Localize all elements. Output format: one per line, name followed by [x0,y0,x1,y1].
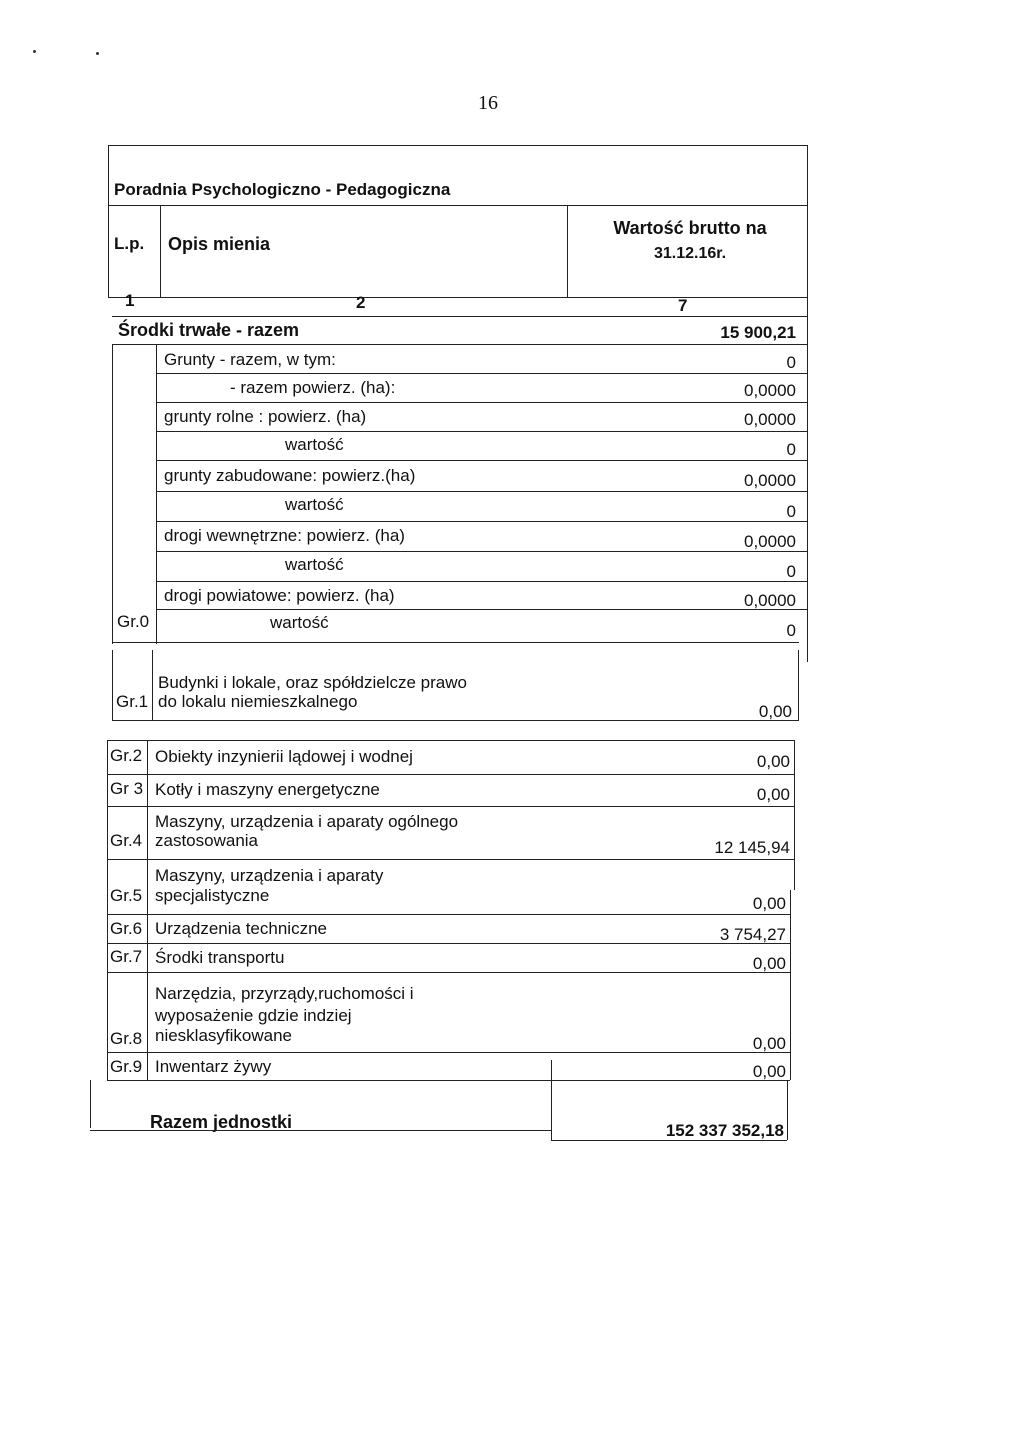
group-9-value: 0,00 [752,1062,786,1081]
col-number-2: 2 [356,293,366,312]
group-0-code: Gr.0 [117,612,150,631]
fixed-assets-value: 15 900,21 [720,323,796,342]
group-3-value: 0,00 [756,785,790,804]
internal-roads-area-value: 0,0000 [744,532,796,551]
group-1-code: Gr.1 [116,692,149,711]
farmland-value: 0 [786,440,796,459]
group-8-desc-line3: niesklasyfikowane [155,1026,293,1045]
group-4-code: Gr.4 [110,831,143,850]
group-1-value: 0,00 [758,702,792,721]
group-8-desc-line1: Narzędzia, przyrządy,ruchomości i [155,984,414,1003]
scan-speck [33,50,36,53]
group-8-code: Gr.8 [110,1029,143,1048]
page-title: Poradnia Psychologiczno - Pedagogiczna [114,180,451,199]
farmland-area-label: grunty rolne : powierz. (ha) [164,407,367,426]
group-7-value: 0,00 [752,954,786,973]
group-7-code: Gr.7 [110,947,143,966]
built-land-area-label: grunty zabudowane: powierz.(ha) [164,466,416,485]
group-5-code: Gr.5 [110,886,143,905]
county-roads-area-label: drogi powiatowe: powierz. (ha) [164,586,395,605]
county-roads-area-value: 0,0000 [744,591,796,610]
group-3-desc: Kotły i maszyny energetyczne [155,780,380,799]
group-5-desc-line2: specjalistyczne [155,886,270,905]
built-land-value: 0 [786,502,796,521]
header-value-line2: 31.12.16r. [653,245,727,262]
group-2-value: 0,00 [756,752,790,771]
group-6-value: 3 754,27 [719,925,786,944]
col-number-1: 1 [125,291,135,310]
group-7-desc: Środki transportu [155,948,285,967]
land-area-value: 0,0000 [744,381,796,400]
county-roads-value-label: wartość [270,613,329,632]
fixed-assets-label: Środki trwałe - razem [118,320,300,340]
group-6-desc: Urządzenia techniczne [155,919,327,938]
group-3-code: Gr 3 [110,779,144,798]
farmland-value-label: wartość [285,435,344,454]
internal-roads-value: 0 [786,562,796,581]
group-6-code: Gr.6 [110,919,143,938]
built-land-value-label: wartość [285,495,344,514]
header-lp: L.p. [114,234,145,253]
total-value: 152 337 352,18 [665,1121,784,1140]
land-total-label: Grunty - razem, w tym: [164,350,336,369]
group-8-value: 0,00 [752,1034,786,1053]
group-2-code: Gr.2 [110,746,143,765]
built-land-area-value: 0,0000 [744,471,796,490]
group-4-desc-line2: zastosowania [155,831,259,850]
group-9-code: Gr.9 [110,1057,143,1076]
group-4-desc-line1: Maszyny, urządzenia i aparaty ogólnego [155,812,459,831]
header-opis: Opis mienia [168,234,271,254]
col-number-7: 7 [678,296,688,315]
group-2-desc: Obiekty inzynierii lądowej i wodnej [155,747,413,766]
page-number: 16 [478,92,498,114]
farmland-area-value: 0,0000 [744,410,796,429]
internal-roads-value-label: wartość [285,555,344,574]
group-1-desc-line2: do lokalu niemieszkalnego [158,692,358,711]
land-total-value: 0 [786,353,796,372]
county-roads-value: 0 [786,621,796,640]
group-8-desc-line2: wyposażenie gdzie indziej [155,1006,352,1025]
group-1-desc-line1: Budynki i lokale, oraz spółdzielcze prawo [158,673,467,692]
scan-speck [96,52,99,55]
land-area-label: - razem powierz. (ha): [230,378,396,397]
group-5-value: 0,00 [752,894,786,913]
total-label: Razem jednostki [150,1112,293,1132]
internal-roads-area-label: drogi wewnętrzne: powierz. (ha) [164,526,405,545]
group-9-desc: Inwentarz żywy [155,1057,272,1076]
header-value-line1: Wartość brutto na [613,218,767,238]
group-5-desc-line1: Maszyny, urządzenia i aparaty [155,866,384,885]
group-4-value: 12 145,94 [714,838,790,857]
